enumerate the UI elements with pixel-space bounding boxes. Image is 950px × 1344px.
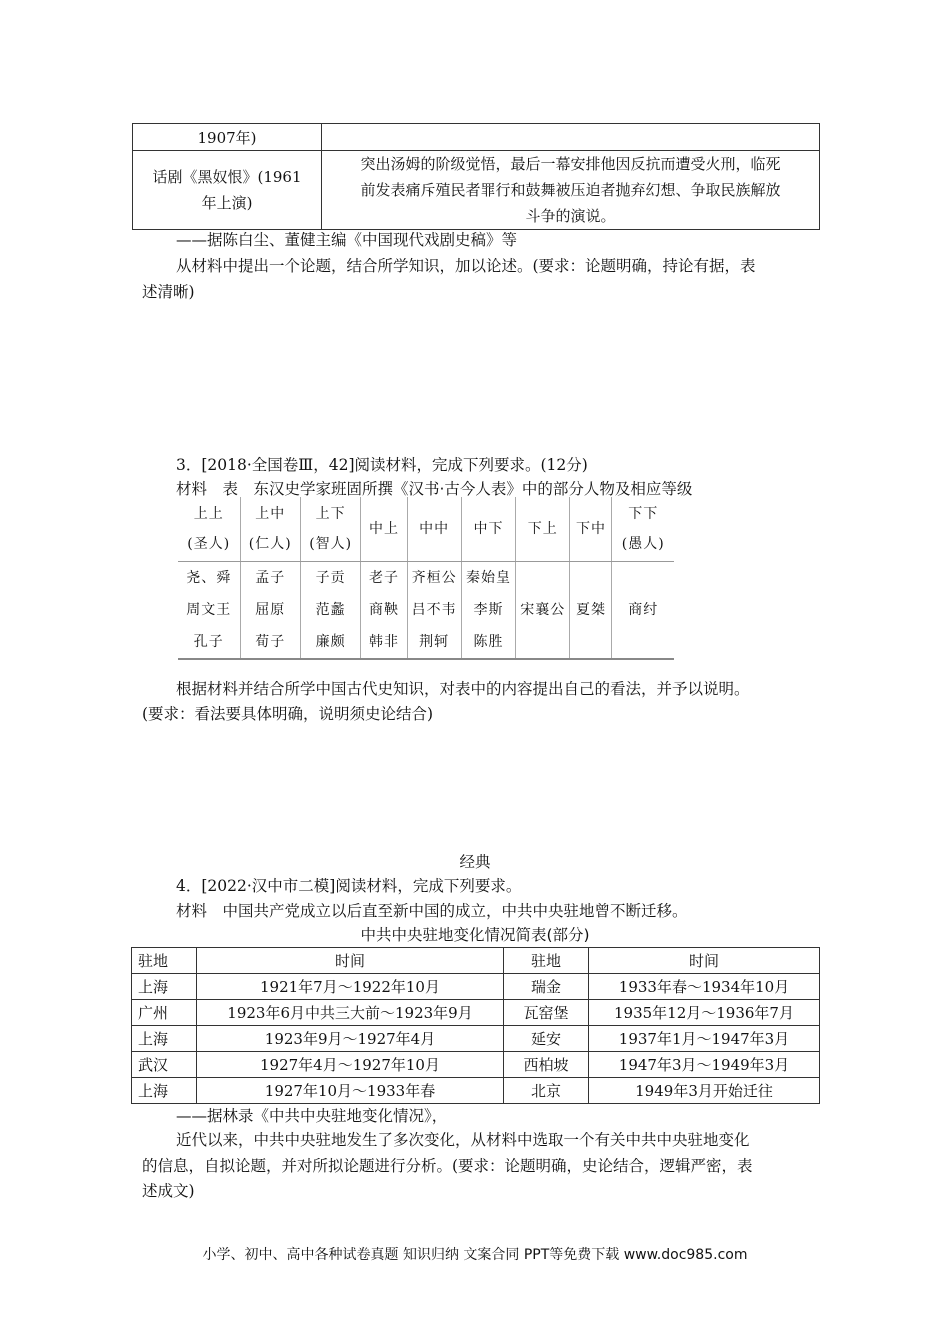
table-row	[132, 1078, 820, 1104]
person: 夏桀	[575, 602, 606, 618]
table-cell: 延安	[504, 1026, 589, 1052]
q4-material: 材料 中国共产党成立以后直至新中国的成立，中共中央驻地曾不断迁移。	[176, 902, 688, 920]
table-cell: 上海	[132, 974, 197, 1000]
person: 陈胜	[473, 634, 504, 650]
person: 孔子	[193, 634, 224, 650]
table-cell: 瓦窑堡	[504, 1000, 589, 1026]
q3-instruction: 根据材料并结合所学中国古代史知识，对表中的内容提出自己的看法，并予以说明。	[176, 680, 750, 698]
table-row	[132, 1052, 820, 1078]
people-cell	[407, 562, 461, 660]
table-cell	[322, 124, 820, 151]
grade-name: 中中	[419, 521, 450, 537]
table-cell: 1947年3月～1949年3月	[589, 1052, 820, 1078]
header-cell: 时间	[589, 948, 820, 974]
people-cell	[300, 562, 360, 660]
table-cell: 1935年12月～1936年7月	[589, 1000, 820, 1026]
grade-header	[516, 497, 570, 562]
people-cell	[570, 562, 612, 660]
person: 吕不韦	[411, 602, 457, 618]
person: 韩非	[368, 634, 399, 650]
table-row	[133, 124, 820, 151]
grade-header	[361, 497, 407, 562]
cell-line: 年上演)	[201, 194, 253, 212]
cell-line: 前发表痛斥殖民者罪行和鼓舞被压迫者抛弃幻想、争取民族解放	[360, 181, 781, 199]
grade-name: 上下	[315, 506, 346, 522]
people-row	[178, 562, 674, 660]
table-row	[132, 974, 820, 1000]
person: 齐桓公	[411, 570, 457, 586]
cell-line: 斗争的演说。	[525, 207, 616, 225]
grade-type: (仁人)	[248, 536, 292, 552]
q2-source: ——据陈白尘、董健主编《中国现代戏剧史稿》等	[176, 231, 518, 249]
table-cell: 1921年7月～1922年10月	[197, 974, 504, 1000]
q2-instruction: 从材料中提出一个论题，结合所学知识，加以论述。(要求：论题明确，持论有据，表	[176, 257, 756, 275]
grade-header	[240, 497, 300, 562]
q4-instruction-end: 述成文)	[142, 1182, 195, 1200]
person: 宋襄公	[520, 602, 566, 618]
q4-table-title: 中共中央驻地变化情况简表(部分)	[360, 926, 590, 944]
grade-name: 上中	[255, 506, 286, 522]
table-cell: 1927年4月～1927年10月	[197, 1052, 504, 1078]
grade-name: 下中	[575, 521, 606, 537]
person: 孟子	[255, 570, 286, 586]
page-footer: 小学、初中、高中各种试卷真题 知识归纳 文案合同 PPT等免费下载 www.doc985.com	[202, 1247, 748, 1263]
table-row	[133, 151, 820, 230]
grade-type: (愚人)	[621, 536, 665, 552]
table-cell: 西柏坡	[504, 1052, 589, 1078]
table-cell: 1937年1月～1947年3月	[589, 1026, 820, 1052]
q3-material-title: 材料 表 东汉史学家班固所撰《汉书·古今人表》中的部分人物及相应等级	[176, 480, 693, 498]
table-cell: 武汉	[132, 1052, 197, 1078]
people-cell	[612, 562, 674, 660]
grade-header	[570, 497, 612, 562]
person: 老子	[368, 570, 399, 586]
q3-instruction-cont: (要求：看法要具体明确，说明须史论结合)	[142, 705, 434, 723]
person: 屈原	[255, 602, 286, 618]
person: 子贡	[315, 570, 346, 586]
table-cell: 上海	[132, 1078, 197, 1104]
table-row	[132, 1026, 820, 1052]
header-cell: 时间	[197, 948, 504, 974]
people-cell	[178, 562, 240, 660]
grade-name: 下下	[628, 506, 659, 522]
table-cell: 1923年6月中共三大前～1923年9月	[197, 1000, 504, 1026]
grade-type: (智人)	[309, 536, 353, 552]
grade-header	[300, 497, 360, 562]
table-header-row	[132, 948, 820, 974]
section-label: 经典	[459, 853, 491, 871]
table-cell: 北京	[504, 1078, 589, 1104]
header-cell: 驻地	[504, 948, 589, 974]
table-cell: 1907年)	[133, 124, 322, 151]
table-row	[132, 1000, 820, 1026]
grade-type: (圣人)	[187, 536, 231, 552]
cell-line: 突出汤姆的阶级觉悟，最后一幕安排他因反抗而遭受火刑，临死	[360, 155, 781, 173]
table-cell: 1949年3月开始迁往	[589, 1078, 820, 1104]
grade-name: 上上	[193, 506, 224, 522]
grade-name: 下上	[527, 521, 558, 537]
grade-header	[407, 497, 461, 562]
q2-instruction-cont: 述清晰)	[142, 283, 195, 301]
table-cell	[133, 151, 322, 230]
person: 商纣	[628, 602, 659, 618]
people-cell	[461, 562, 515, 660]
person: 秦始皇	[465, 570, 511, 586]
relocation-table	[131, 947, 820, 1104]
table-cell: 上海	[132, 1026, 197, 1052]
person: 荀子	[255, 634, 286, 650]
grade-name: 中下	[473, 521, 504, 537]
person: 范蠡	[315, 602, 346, 618]
table-cell	[322, 151, 820, 230]
table-cell: 瑞金	[504, 974, 589, 1000]
q4-source: ——据林录《中共中央驻地变化情况》，	[176, 1107, 448, 1125]
grade-header	[612, 497, 674, 562]
grade-header	[178, 497, 240, 562]
q4-instruction-cont: 的信息，自拟论题，并对所拟论题进行分析。(要求：论题明确，史论结合，逻辑严密，表	[142, 1157, 753, 1175]
ranking-table	[178, 497, 674, 660]
person: 廉颇	[315, 634, 346, 650]
drama-table	[132, 123, 820, 230]
people-cell	[240, 562, 300, 660]
q3-heading: 3．[2018·全国卷Ⅲ，42]阅读材料，完成下列要求。(12分)	[176, 456, 588, 474]
person: 荆轲	[419, 634, 450, 650]
grade-header	[461, 497, 515, 562]
grade-header-row	[178, 497, 674, 562]
grade-name: 中上	[368, 521, 399, 537]
table-cell: 1927年10月～1933年春	[197, 1078, 504, 1104]
people-cell	[361, 562, 407, 660]
person: 李斯	[473, 602, 504, 618]
person: 商鞅	[368, 602, 399, 618]
header-cell: 驻地	[132, 948, 197, 974]
person: 周文王	[186, 602, 232, 618]
person: 尧、舜	[186, 570, 232, 586]
q4-instruction: 近代以来，中共中央驻地发生了多次变化，从材料中选取一个有关中共中央驻地变化	[176, 1131, 750, 1149]
q4-heading: 4．[2022·汉中市二模]阅读材料，完成下列要求。	[176, 877, 522, 895]
people-cell	[516, 562, 570, 660]
table-cell: 广州	[132, 1000, 197, 1026]
table-cell: 1933年春～1934年10月	[589, 974, 820, 1000]
table-cell: 1923年9月～1927年4月	[197, 1026, 504, 1052]
cell-line: 话剧《黑奴恨》(1961	[152, 168, 302, 186]
